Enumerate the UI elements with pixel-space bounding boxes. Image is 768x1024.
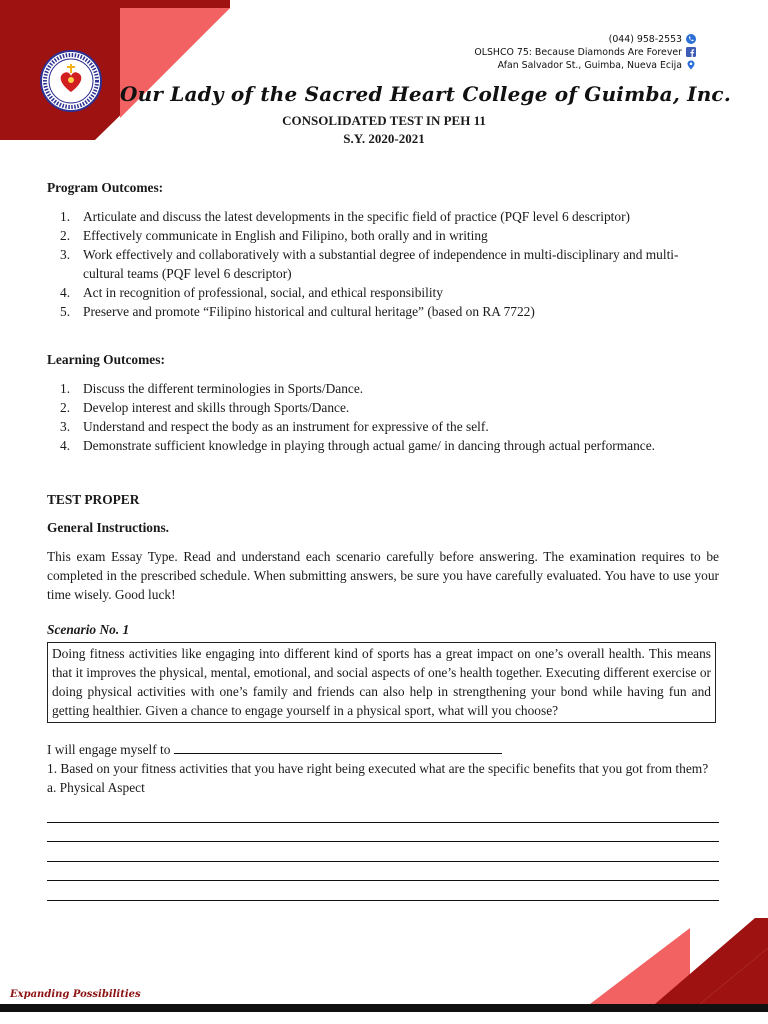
answer-line[interactable] bbox=[47, 842, 719, 862]
list-item: 3. Understand and respect the body as an instrument for expressive of the self. bbox=[60, 419, 489, 434]
program-outcomes-heading: Program Outcomes: bbox=[47, 180, 164, 195]
test-proper-heading: TEST PROPER bbox=[47, 492, 140, 507]
phone-icon bbox=[686, 34, 696, 44]
college-seal-logo bbox=[40, 50, 102, 112]
list-item: 2. Develop interest and skills through Sports/Dance. bbox=[60, 400, 350, 415]
scenario-heading: Scenario No. 1 bbox=[47, 622, 130, 637]
list-item: 1. Articulate and discuss the latest developments in the specific field of practice (PQF level 6 descriptor) bbox=[60, 209, 630, 224]
footer-tagline: Expanding Possibilities bbox=[10, 989, 141, 1000]
exam-title-block bbox=[0, 112, 768, 148]
program-outcomes-list bbox=[47, 207, 719, 321]
list-item: 5. Preserve and promote “Filipino historical and cultural heritage” (based on RA 7722) bbox=[60, 304, 535, 319]
scenario-box: Doing fitness activities like engaging into different kind of sports has a great impact on one’s overall health. This means that it improves the physical, mental, emotional, and social aspects of one’s health together. Executing different exercise or doing physical activities with one’s family and friends can also help in strengthening your bond while having fun and getting healthier. Given a chance to engage yourself in a physical sport, what will you choose? bbox=[47, 642, 716, 723]
instructions-heading: General Instructions. bbox=[47, 520, 169, 535]
facebook-icon bbox=[686, 47, 696, 57]
phone-number: (044) 958-2553 bbox=[608, 34, 682, 45]
answer-line[interactable] bbox=[47, 803, 719, 823]
list-item: 3. Work effectively and collaboratively with a substantial degree of independence in multi-disciplinary and multi-cultural teams (PQF level 6 descriptor) bbox=[60, 247, 679, 281]
address-text: Afan Salvador St., Guimba, Nueva Ecija bbox=[497, 60, 682, 71]
motto-text: OLSHCO 75: Because Diamonds Are Forever bbox=[474, 47, 682, 58]
engage-prompt: I will engage myself to bbox=[47, 742, 171, 757]
exam-title: CONSOLIDATED TEST IN PEH 11 bbox=[282, 113, 486, 128]
list-item: 2. Effectively communicate in English and Filipino, both orally and in writing bbox=[60, 228, 488, 243]
learning-outcomes-heading: Learning Outcomes: bbox=[47, 352, 165, 367]
school-year: S.Y. 2020-2021 bbox=[343, 131, 425, 146]
school-name: Our Lady of the Sacred Heart College of Guimba, Inc. bbox=[120, 82, 731, 106]
learning-outcomes-list bbox=[47, 379, 719, 455]
instructions-text: This exam Essay Type. Read and understand each scenario carefully before answering. The examination requires to be completed in the prescribed schedule. When submitting answers, be sure you have carefully evaluated. You have to use your time wisely. Good luck! bbox=[47, 549, 719, 602]
answer-line[interactable] bbox=[47, 881, 719, 901]
answer-line[interactable] bbox=[47, 862, 719, 882]
answer-lines bbox=[47, 803, 719, 901]
contact-info bbox=[474, 33, 682, 72]
location-pin-icon bbox=[686, 60, 696, 70]
list-item: 4. Demonstrate sufficient knowledge in playing through actual game/ in dancing through actual performance. bbox=[60, 438, 656, 453]
answer-line[interactable] bbox=[47, 823, 719, 843]
footer-bar bbox=[0, 1004, 768, 1012]
list-item: 1. Discuss the different terminologies in Sports/Dance. bbox=[60, 381, 364, 396]
sub-question-a: a. Physical Aspect bbox=[47, 780, 145, 795]
engage-answer-blank[interactable] bbox=[174, 740, 502, 754]
question-1: 1. Based on your fitness activities that you have right being executed what are the specific benefits that you got from them? bbox=[47, 761, 709, 776]
list-item: 4. Act in recognition of professional, social, and ethical responsibility bbox=[60, 285, 443, 300]
document-body bbox=[47, 178, 719, 901]
engage-answer-row bbox=[47, 740, 719, 759]
